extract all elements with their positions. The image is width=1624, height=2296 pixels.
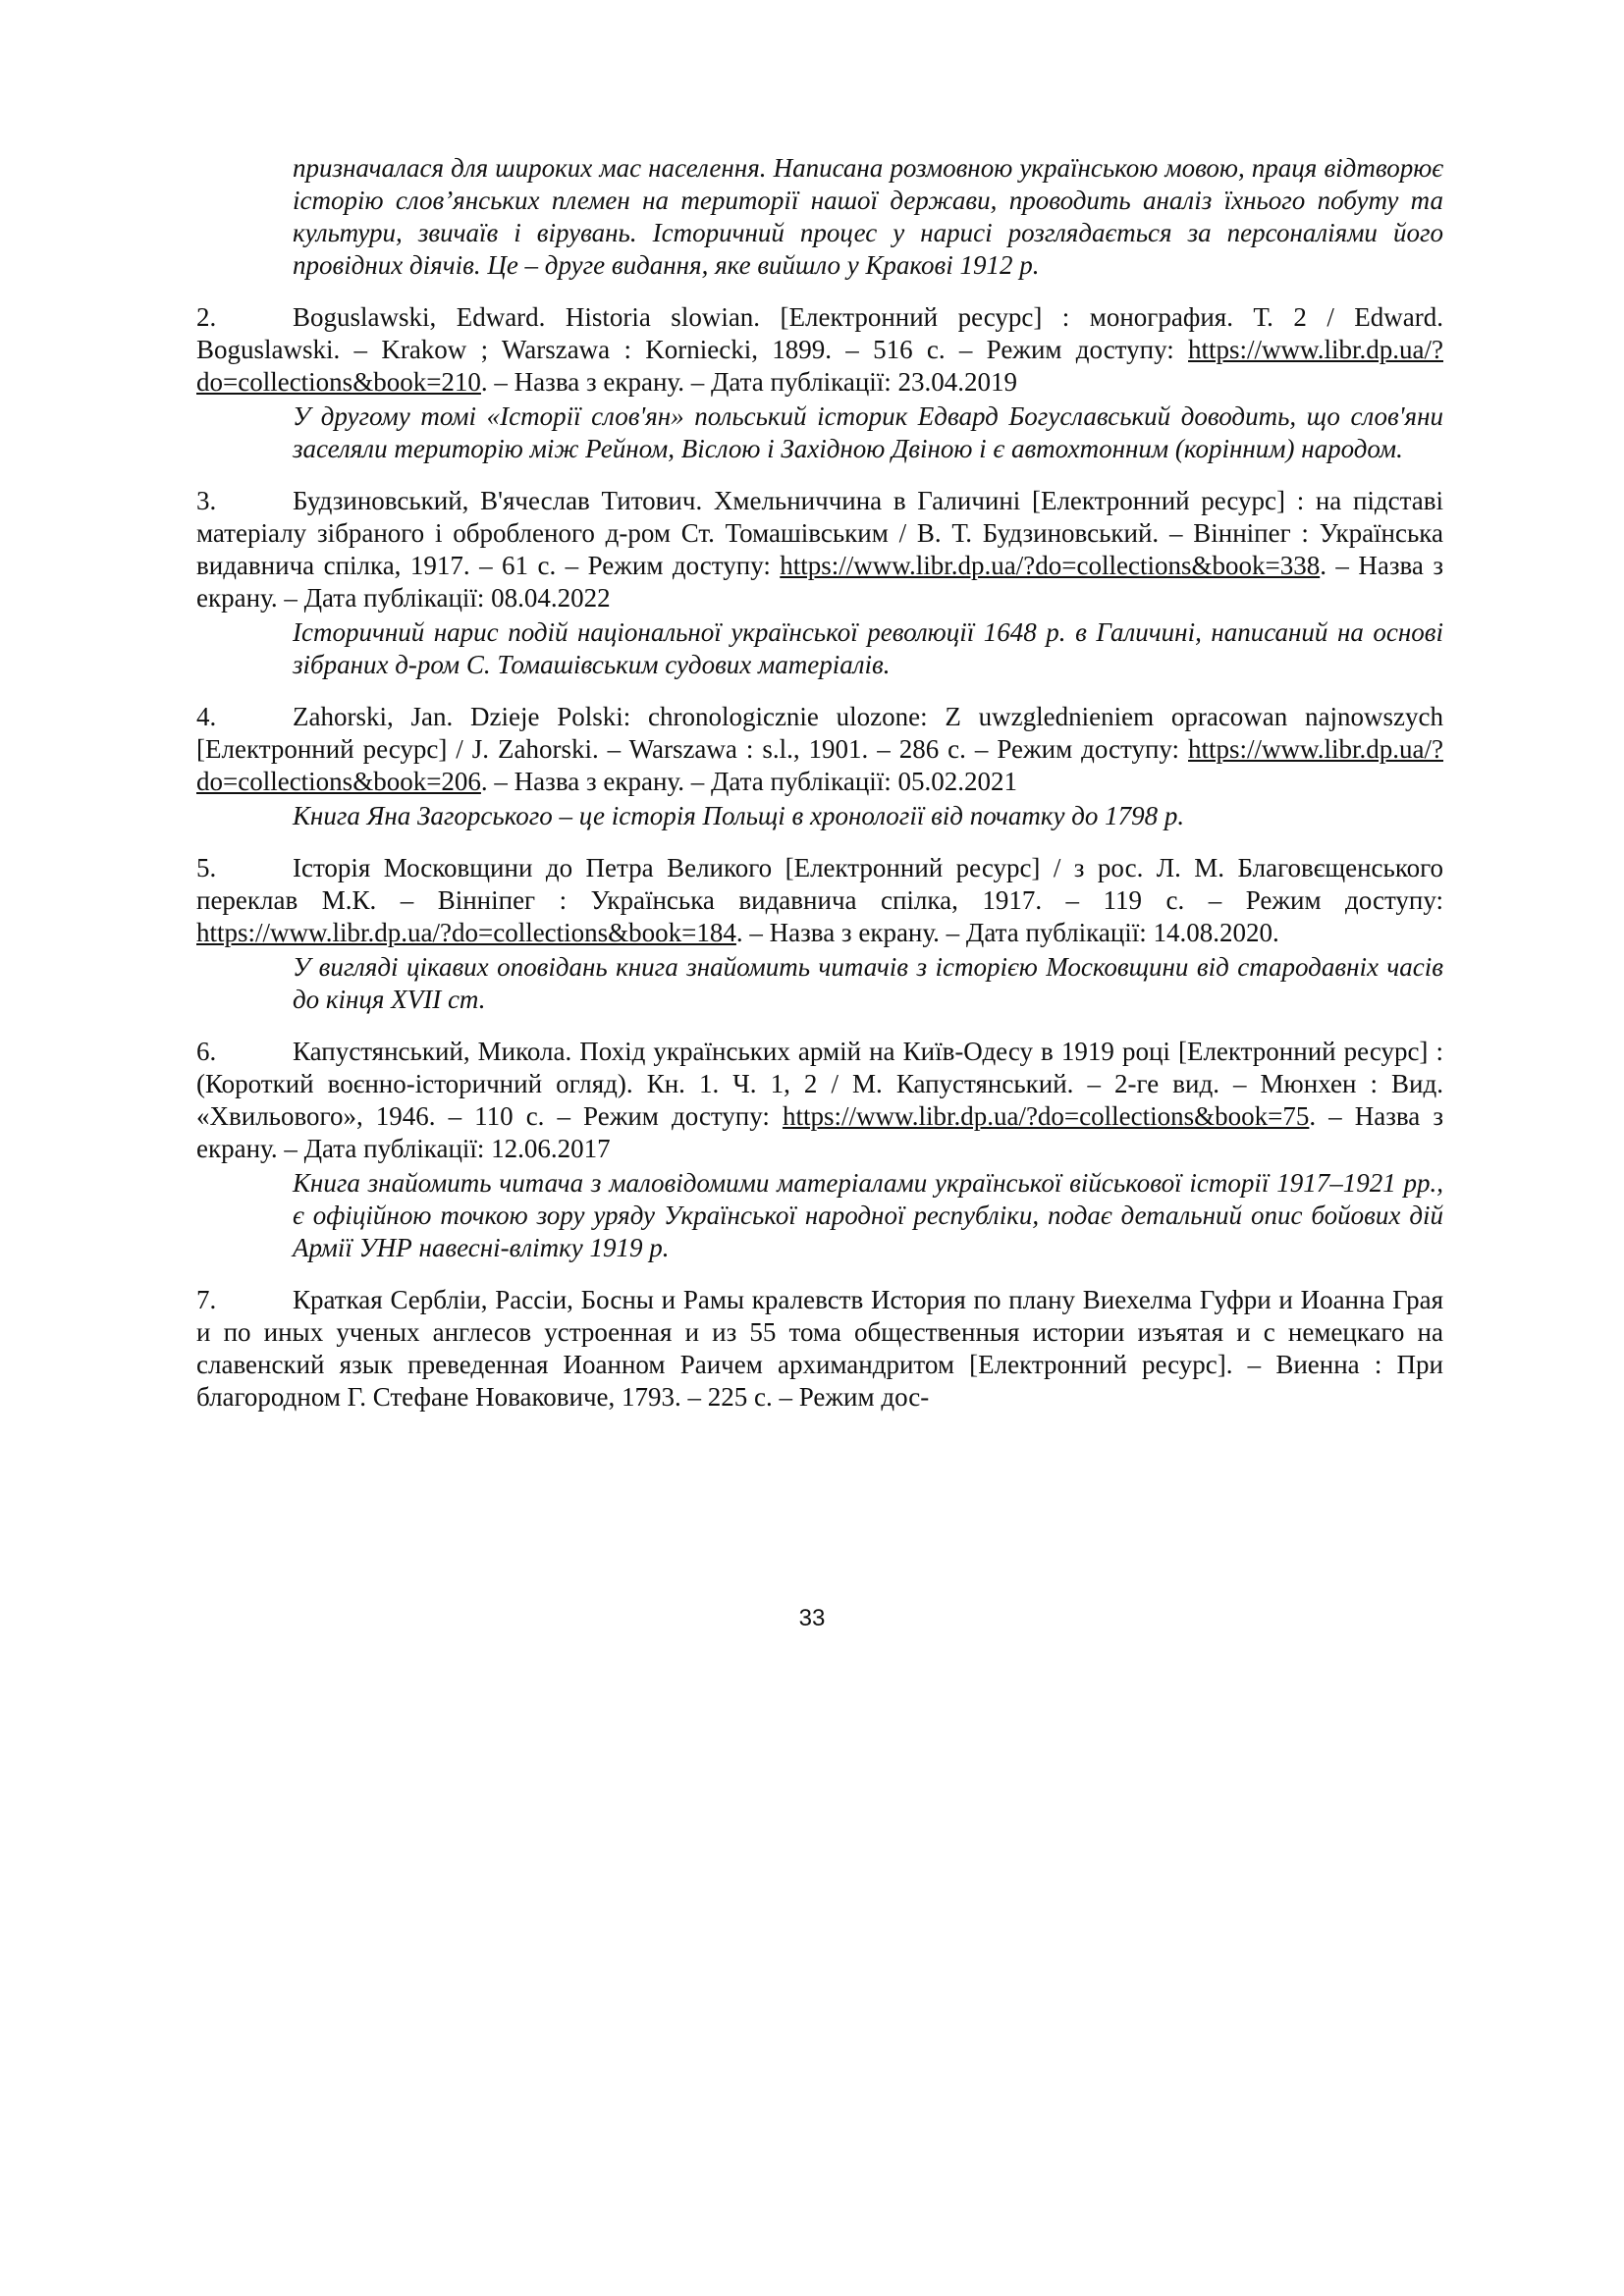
entry-citation: Історія Московщини до Петра Великого [Електронний ресурс] / з рос. Л. М. Благовєщенського переклав М.К. – Вінніпег : Українська видавнича спілка, 1917. – 119 с. – Режим доступу:	[196, 853, 1443, 915]
entry-citation-tail: . – Назва з екрану. – Дата публікації: 14.08.2020.	[735, 918, 1279, 947]
bibliography-entry-7	[196, 1284, 1443, 1414]
entry-citation: Будзиновський, В'ячеслав Титович. Хмельниччина в Галичині [Електронний ресурс] : на підставі матеріалу зібраного і обробленого д-ром Ст. Томашівським / В. Т. Будзиновський. – Вінніпег : Українська видавнича спілка, 1917. – 61 с. – Режим доступу:	[196, 486, 1443, 580]
entry-url-link[interactable]: https://www.libr.dp.ua/?do=collections&book=184	[196, 918, 736, 947]
bibliography-entry-3	[196, 485, 1443, 614]
entry-annotation: Книга Яна Загорського – це історія Польщі в хронології від початку до 1798 р.	[293, 801, 1185, 830]
entry-1-annotation-continuation: призначалася для широких мас населення. Написана розмовною українською мовою, праця відтворює історію слов’янських племен на території нашої держави, проводить аналіз їхнього побуту та культури, звичаїв і вірувань. Історичний процес у нарисі розглядається за персоналіями його провідних діячів. Це – друге видання, яке вийшло у Кракові 1912 р.	[293, 153, 1443, 280]
page-number: 33	[798, 1605, 826, 1631]
entry-number: 4.	[196, 702, 217, 731]
entry-number: 2.	[196, 302, 217, 332]
entry-annotation: Історичний нарис подій національної української революції 1648 р. в Галичині, написаний на основі зібраних д-ром С. Томашівським судових матеріалів.	[293, 617, 1443, 679]
bibliography-entry-5	[196, 852, 1443, 949]
entry-url-link[interactable]: https://www.libr.dp.ua/?do=collections&book=206	[196, 734, 1443, 796]
entry-number: 3.	[196, 486, 217, 515]
entry-citation: Капустянський, Микола. Похід українських армій на Київ-Одесу в 1919 році [Електронний ресурс] : (Короткий воєнно-історичний огляд). Кн. 1. Ч. 1, 2 / М. Капустянський. – 2-ге вид. – Мюнхен : Вид. «Хвильового», 1946. – 110 с. – Режим доступу:	[196, 1037, 1443, 1131]
bibliography-entry-2	[196, 301, 1443, 399]
entry-citation-tail: . – Назва з екрану. – Дата публікації: 23.04.2019	[480, 367, 1018, 397]
entry-citation: Boguslawski, Edward. Historia slowian. [Електронний ресурс] : монография. Т. 2 / Edward. Boguslawski. – Krakow ; Warszawa : Korniecki, 1899. – 516 с. – Режим доступу:	[196, 302, 1443, 364]
entry-url-link[interactable]: https://www.libr.dp.ua/?do=collections&book=75	[782, 1101, 1310, 1131]
entry-annotation: Книга знайомить читача з маловідомими матеріалами української військової історії 1917–1921 рр., є офіційною точкою зору уряду Української народної республіки, подає детальний опис бойових дій Армії УНР навесні-влітку 1919 р.	[293, 1168, 1443, 1262]
entry-citation-tail: . – Назва з екрану. – Дата публікації: 08.04.2022	[196, 551, 1443, 613]
entry-url-link[interactable]: https://www.libr.dp.ua/?do=collections&book=338	[780, 551, 1321, 580]
entry-annotation: У другому томі «Історії слов'ян» польський історик Едвард Богуславський доводить, що слов'яни заселяли територію між Рейном, Віслою і Західною Двіною і є автохтонним (корінним) народом.	[293, 401, 1443, 463]
entry-number: 7.	[196, 1285, 217, 1314]
entry-number: 5.	[196, 853, 217, 882]
entry-citation-tail: . – Назва з екрану. – Дата публікації: 12.06.2017	[196, 1101, 1443, 1163]
bibliography-entry-6	[196, 1036, 1443, 1165]
entry-number: 6.	[196, 1037, 217, 1066]
entry-citation-tail: . – Назва з екрану. – Дата публікації: 05.02.2021	[480, 767, 1018, 796]
bibliography-entry-4	[196, 701, 1443, 798]
entry-annotation: У вигляді цікавих оповідань книга знайомить читачів з історією Московщини від стародавніх часів до кінця XVII ст.	[293, 952, 1443, 1014]
document-page	[196, 152, 1443, 1414]
entry-citation: Zahorski, Jan. Dzieje Polski: chronologicznie ulozone: Z uwzglednieniem opracowan najnowszych [Електронний ресурс] / J. Zahorski. – Warszawa : s.l., 1901. – 286 с. – Режим доступу:	[196, 702, 1443, 764]
entry-citation: Краткая Сербліи, Рассіи, Босны и Рамы кралевств История по плану Виехелма Гуфри и Иоанна Грая и по иных ученых англесов устроенная и из 55 тома общественныя истории изъятая и с немецкаго на славенский язык преведенная Иоанном Раичем архимандритом [Електронний ресурс]. – Виенна : При благородном Г. Стефане Новаковиче, 1793. – 225 с. – Режим дос-	[196, 1285, 1443, 1412]
entry-url-link[interactable]: https://www.libr.dp.ua/?do=collections&book=210	[196, 335, 1443, 397]
